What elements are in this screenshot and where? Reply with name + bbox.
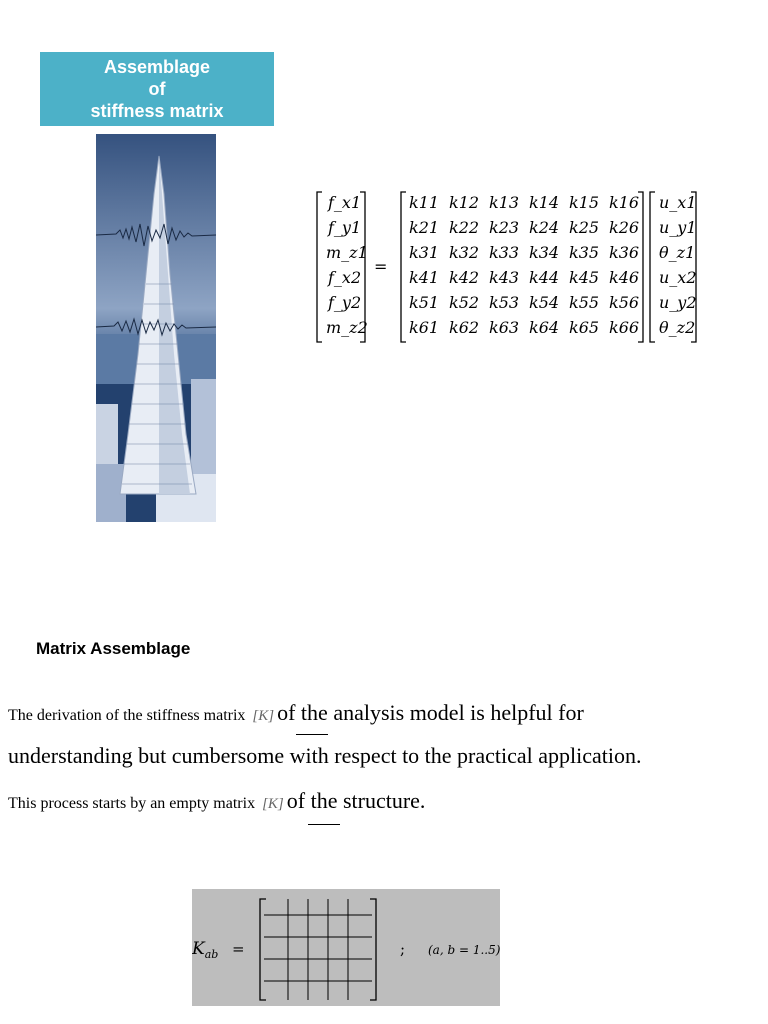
- matrix-cell: k65: [569, 318, 600, 337]
- disp-3: θ_z1: [659, 243, 696, 262]
- matrix-cell: k42: [449, 268, 480, 287]
- disp-6: θ_z2: [659, 318, 696, 337]
- matrix-cell: k32: [449, 243, 480, 262]
- matrix-cell: k46: [609, 268, 640, 287]
- k-underline-2: [308, 824, 340, 825]
- force-5: f_y2: [328, 293, 362, 312]
- paragraph-line-2: understanding but cumbersome with respect to the practical application.: [8, 743, 642, 768]
- matrix-cell: k34: [529, 243, 560, 262]
- matrix-cell: k26: [609, 218, 640, 237]
- matrix-cell: k22: [449, 218, 480, 237]
- matrix-cell: k66: [609, 318, 640, 337]
- paragraph-line-1: [8, 700, 584, 726]
- grid-range: (a, b = 1..5): [428, 943, 500, 957]
- para-1-part-a: The derivation of the stiffness matrix: [8, 707, 246, 724]
- para-1-part-b: of the analysis model is helpful for: [277, 700, 584, 725]
- disp-4: u_x2: [659, 268, 697, 287]
- grid-equals: =: [232, 940, 245, 958]
- matrix-cell: k62: [449, 318, 480, 337]
- k-matrix-symbol-2: [K]: [262, 796, 284, 812]
- matrix-cell: k43: [489, 268, 520, 287]
- matrix-cell: k23: [489, 218, 520, 237]
- matrix-cell: k51: [409, 293, 440, 312]
- matrix-cell: k31: [409, 243, 440, 262]
- title-banner: [40, 52, 274, 126]
- matrix-cell: k54: [529, 293, 560, 312]
- grid-equation-panel: [192, 889, 500, 1006]
- grid-separator: ;: [400, 940, 406, 958]
- para-3-part-b: of the structure.: [286, 788, 426, 813]
- force-2: f_y1: [328, 218, 362, 237]
- title-line-1: Assemblage: [103, 57, 211, 77]
- matrix-cell: k64: [529, 318, 560, 337]
- k-ab-symbol: $K_{ab}$: [192, 939, 219, 961]
- stiffness-equation: [314, 188, 702, 346]
- disp-5: u_y2: [659, 293, 697, 312]
- empty-matrix-grid: [264, 899, 372, 1000]
- matrix-cell: k56: [609, 293, 640, 312]
- force-4: f_x2: [328, 268, 362, 287]
- matrix-cell: k41: [409, 268, 440, 287]
- matrix-cell: k52: [449, 293, 480, 312]
- matrix-cell: k63: [489, 318, 520, 337]
- matrix-cell: k13: [489, 193, 520, 212]
- matrix-cell: k55: [569, 293, 600, 312]
- title-line-2: of: [148, 79, 166, 99]
- paragraph-line-3: [8, 788, 425, 814]
- equals-sign: =: [374, 257, 388, 276]
- force-6: m_z2: [326, 318, 368, 337]
- matrix-cell: k45: [569, 268, 600, 287]
- matrix-cell: k25: [569, 218, 600, 237]
- disp-1: u_x1: [659, 193, 697, 212]
- k-matrix-symbol-1: [K]: [252, 708, 275, 724]
- force-3: m_z1: [326, 243, 368, 262]
- stiffness-matrix-cells: [409, 193, 639, 337]
- matrix-cell: k11: [409, 193, 440, 212]
- matrix-cell: k35: [569, 243, 600, 262]
- matrix-cell: k61: [409, 318, 440, 337]
- disp-2: u_y1: [659, 218, 697, 237]
- matrix-cell: k16: [609, 193, 640, 212]
- grid-equation: [192, 889, 500, 1006]
- matrix-cell: k36: [609, 243, 640, 262]
- k-underline-1: [296, 734, 328, 735]
- matrix-cell: k44: [529, 268, 560, 287]
- section-heading: Matrix Assemblage: [36, 639, 191, 658]
- matrix-cell: k21: [409, 218, 440, 237]
- matrix-cell: k33: [489, 243, 520, 262]
- matrix-cell: k53: [489, 293, 520, 312]
- matrix-cell: k12: [449, 193, 480, 212]
- force-1: f_x1: [328, 193, 362, 212]
- title-line-3: stiffness matrix: [90, 101, 224, 121]
- para-3-part-a: This process starts by an empty matrix: [8, 795, 256, 812]
- tower-image: [96, 134, 216, 522]
- matrix-cell: k15: [569, 193, 600, 212]
- matrix-cell: k24: [529, 218, 560, 237]
- matrix-cell: k14: [529, 193, 560, 212]
